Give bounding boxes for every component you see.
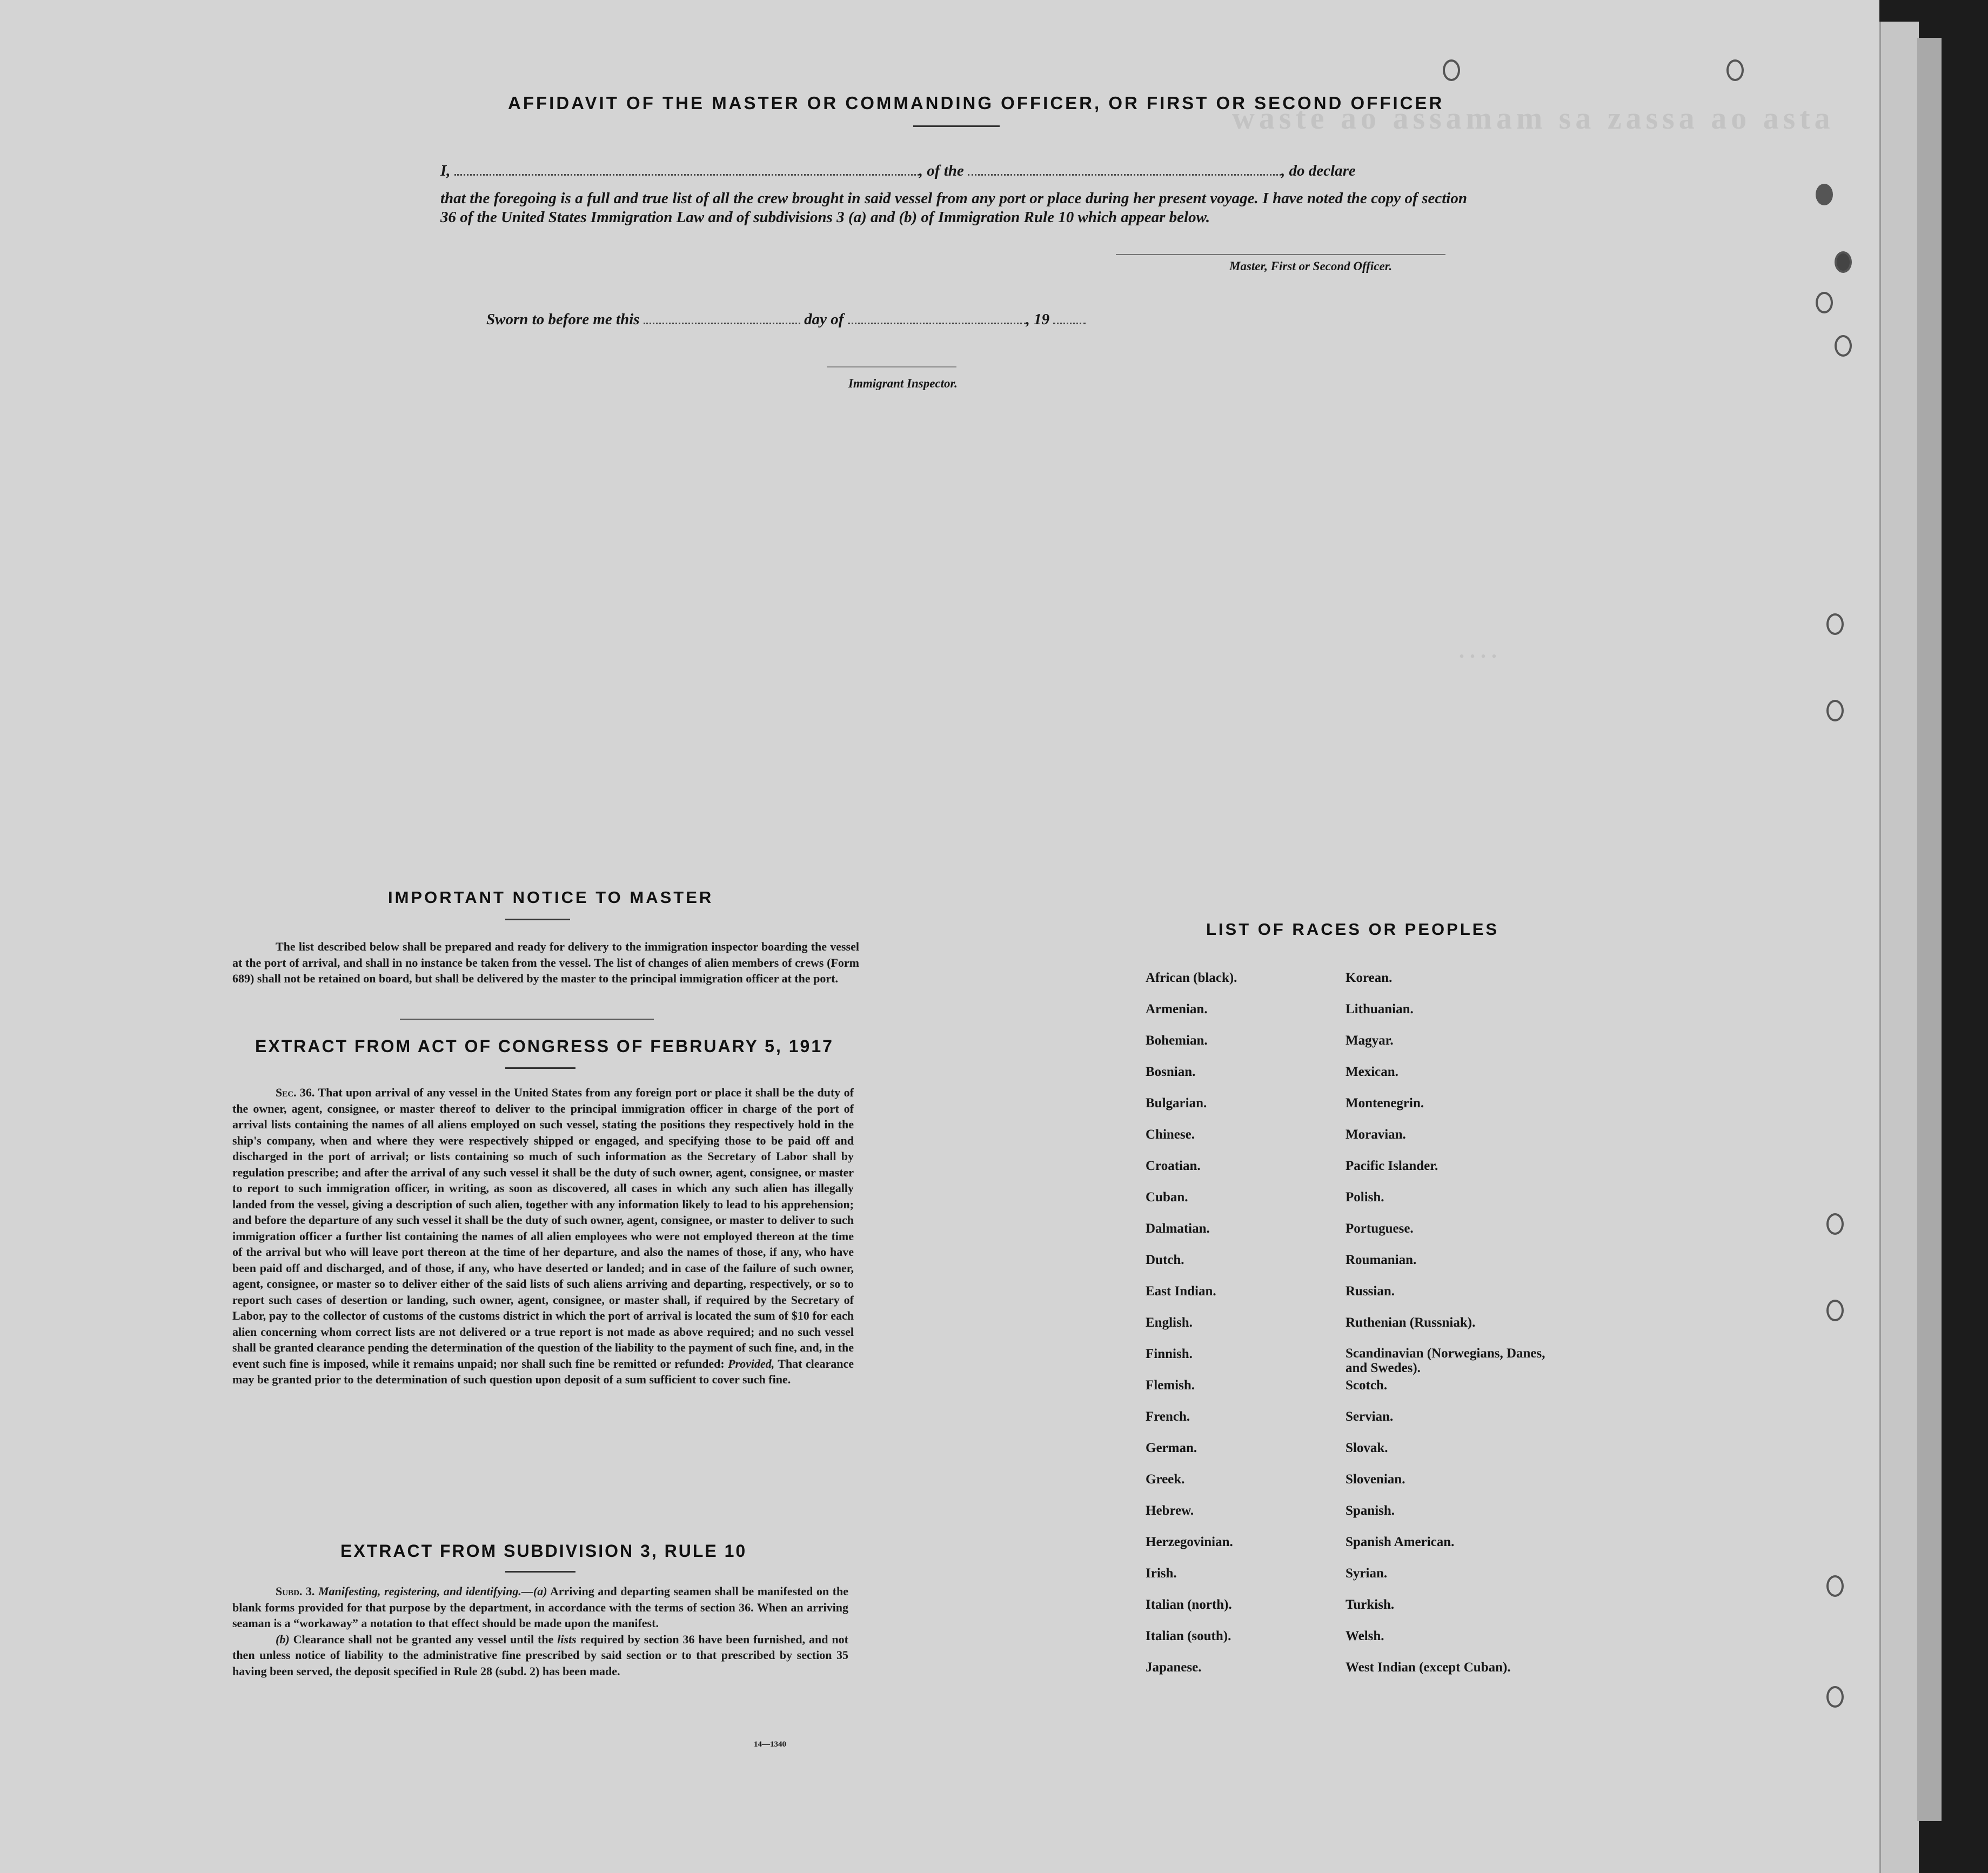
bleed-through-text: waste ao assamam sa zassa ao asta	[1232, 101, 1835, 136]
race-item: Hebrew.	[1146, 1503, 1194, 1518]
race-item: Turkish.	[1346, 1597, 1395, 1612]
punch-hole-icon	[1443, 59, 1460, 81]
name-blank-field[interactable]	[454, 174, 919, 176]
declare-prefix: I,	[440, 162, 451, 179]
year-prefix: , 19	[1026, 311, 1050, 328]
affidavit-body: that the foregoing is a full and true list of all the crew brought in said vessel from any port or place during her present voyage. I have noted the copy of section 36 of the United States Immigration Law and of subdivisions 3 (a) and (b) of Immigration Rule 10 which appear below.	[440, 190, 1467, 226]
race-item: Dalmatian.	[1146, 1221, 1210, 1236]
subd-heading: Manifesting, registering, and identifying.	[318, 1584, 521, 1598]
provided-word: Provided,	[728, 1356, 775, 1370]
rule-paragraph-b	[232, 1631, 848, 1680]
punch-hole-icon	[1826, 700, 1844, 721]
race-item: Servian.	[1346, 1409, 1394, 1424]
race-item: Magyar.	[1346, 1033, 1394, 1048]
race-item: Pacific Islander.	[1346, 1159, 1438, 1173]
punch-hole-icon	[1816, 184, 1833, 205]
act-section-36	[232, 1085, 854, 1388]
act-paragraph	[232, 1085, 854, 1388]
race-item: Spanish.	[1346, 1503, 1395, 1518]
race-item: Spanish American.	[1346, 1535, 1455, 1549]
declare-of: , of the	[919, 162, 964, 179]
race-item: Lithuanian.	[1346, 1002, 1414, 1016]
race-item: Armenian.	[1146, 1002, 1208, 1016]
race-item: Dutch.	[1146, 1253, 1184, 1267]
race-item: Roumanian.	[1346, 1253, 1417, 1267]
punch-hole-icon	[1826, 1575, 1844, 1597]
race-item: Mexican.	[1346, 1065, 1398, 1079]
notice-title: IMPORTANT NOTICE TO MASTER	[388, 888, 714, 907]
race-item: Syrian.	[1346, 1566, 1388, 1581]
sworn-month-field[interactable]	[848, 323, 1026, 324]
act-extract-title: EXTRACT FROM ACT OF CONGRESS OF FEBRUARY 5, 1917	[255, 1036, 834, 1056]
declare-suffix: , do declare	[1281, 162, 1356, 179]
declaration-line	[440, 162, 1467, 180]
signature-label: Master, First or Second Officer.	[1229, 259, 1393, 273]
race-item: Flemish.	[1146, 1378, 1195, 1393]
vessel-blank-field[interactable]	[968, 174, 1281, 176]
race-item: Greek.	[1146, 1472, 1185, 1487]
race-item: Portuguese.	[1346, 1221, 1414, 1236]
title-divider	[913, 125, 1000, 127]
day-of-text: day of	[804, 311, 844, 328]
rule-divider	[505, 1571, 575, 1573]
clause-a-label: —(a)	[521, 1584, 547, 1598]
notice-divider	[505, 919, 570, 920]
clause-b-label: (b)	[276, 1632, 290, 1646]
act-body-2: That clearance may be granted prior to the determination of such question upon deposit of a sum sufficient to cover such fine.	[232, 1356, 854, 1386]
clause-a-body: Arriving and departing seamen shall be manifested on the blank forms provided for that purpose by the department, in accordance with the terms of section 36. When an arriving seaman is a “workaway” a notation to that effect should be made upon the manifest.	[232, 1584, 848, 1630]
race-item: Italian (south).	[1146, 1629, 1231, 1643]
punch-hole-icon	[1816, 292, 1833, 313]
race-item: Bulgarian.	[1146, 1096, 1207, 1111]
punch-hole-icon	[1835, 251, 1852, 273]
race-item: Finnish.	[1146, 1347, 1193, 1361]
race-item: East Indian.	[1146, 1284, 1216, 1299]
race-item: African (black).	[1146, 971, 1237, 985]
race-item: Japanese.	[1146, 1660, 1202, 1675]
punch-hole-icon	[1826, 613, 1844, 635]
race-item: Bosnian.	[1146, 1065, 1196, 1079]
race-item: Korean.	[1346, 971, 1393, 985]
race-item: Chinese.	[1146, 1127, 1195, 1142]
punch-hole-icon	[1826, 1213, 1844, 1235]
clause-b-post: required by section 36 have been furnished, and not then unless notice of liability to the administrative fine prescribed by said section or to that prescribed by section 35 having been served, the deposit specified in Rule 28 (subd. 2) has been made.	[232, 1632, 848, 1678]
sworn-text: Sworn to before me this	[486, 311, 640, 328]
notice-paragraph: The list described below shall be prepared and ready for delivery to the immigration inspector boarding the vessel at the port of arrival, and shall in no instance be taken from the vessel. The list of changes of alien members of crews (Form 689) shall not be retained on board, but shall be delivered by the master to the principal immigration officer at the port.	[232, 940, 859, 985]
inspector-label: Immigrant Inspector.	[848, 377, 958, 390]
race-item: Bohemian.	[1146, 1033, 1208, 1048]
races-title: LIST OF RACES OR PEOPLES	[1206, 920, 1500, 939]
signature-line[interactable]	[1116, 254, 1445, 255]
race-item: Herzegovinian.	[1146, 1535, 1233, 1549]
form-number: 14—1340	[754, 1740, 786, 1749]
clause-b-lists: lists	[557, 1632, 577, 1646]
subd-label: Subd. 3.	[276, 1584, 315, 1598]
sec-label: Sec. 36.	[276, 1086, 315, 1099]
act-body-1: That upon arrival of any vessel in the United States from any foreign port or place it shall be the duty of the owner, agent, consignee, or master thereof to deliver to the principal immigration officer in charge of the port of arrival lists containing the names of all aliens employed on such vessel, stating the positions they respectively hold in the ship's company, when and where they were respectively shipped or engaged, and specifying those to be paid off and discharged in the port of arrival; or lists containing so much of such information as the Secretary of Labor shall by regulation prescribe; and after the arrival of any such vessel it shall be the duty of such owner, agent, consignee, or master to report to such immigration officer, in writing, as soon as discovered, all cases in which any such alien has illegally landed from the vessel, giving a description of such alien, together with any information likely to lead to his apprehension; and before the departure of any such vessel it shall be the duty of such owner, agent, consignee, or master to deliver to such immigration officer a further list containing the names of all alien employees who were not employed thereon at the time of the arrival but who will leave port thereon at the time of her departure, and also the names of those, if any, who have been paid off and discharged, and of those, if any, who have deserted or landed; and in case of the failure of such owner, agent, consignee, or master so to deliver either of the said lists of such aliens arriving and departing, respectively, or so to report such cases of desertion or landing, such owner, agent, consignee, or master shall, if required by the Secretary of Labor, pay to the collector of customs of the customs district in which the port of arrival is located the sum of $10 for each alien concerning whom correct lists are not delivered or a true report is not made as above required; and no such vessel shall be granted clearance pending the determination of the question of the liability to the payment of such fine, and, in the event such fine is imposed, while it remains unpaid; nor shall such fine be remitted or refunded:	[232, 1086, 854, 1370]
sworn-year-field[interactable]	[1053, 323, 1086, 324]
race-item: Welsh.	[1346, 1629, 1384, 1643]
race-item: Irish.	[1146, 1566, 1177, 1581]
act-divider	[505, 1067, 575, 1069]
races-right-column	[1346, 970, 1551, 1691]
race-item: French.	[1146, 1409, 1190, 1424]
race-item: Polish.	[1346, 1190, 1384, 1205]
sworn-day-field[interactable]	[644, 323, 800, 324]
punch-hole-icon	[1835, 335, 1852, 357]
race-item: Italian (north).	[1146, 1597, 1232, 1612]
races-left-column	[1146, 970, 1237, 1691]
inspector-signature-line[interactable]	[827, 366, 956, 367]
race-item: Slovak.	[1346, 1441, 1388, 1455]
race-item: Ruthenian (Russniak).	[1346, 1315, 1476, 1330]
punch-hole-icon	[1826, 1686, 1844, 1708]
punch-hole-icon	[1826, 1300, 1844, 1321]
rule-extract-title: EXTRACT FROM SUBDIVISION 3, RULE 10	[340, 1541, 747, 1561]
rule-subdivision-3	[232, 1583, 848, 1679]
race-item: Slovenian.	[1346, 1472, 1405, 1487]
bleed-through-text: . . . .	[1459, 638, 1497, 663]
affidavit-title: AFFIDAVIT OF THE MASTER OR COMMANDING OFFICER, OR FIRST OR SECOND OFFICER	[508, 93, 1444, 113]
race-item: West Indian (except Cuban).	[1346, 1660, 1511, 1675]
notice-body	[232, 939, 859, 987]
page-edge-shadow	[1917, 38, 1942, 1821]
race-item: Croatian.	[1146, 1159, 1201, 1173]
race-item: Moravian.	[1346, 1127, 1406, 1142]
page-edge	[1879, 22, 1919, 1873]
race-item: Scandinavian (Norwegians, Danes, and Swedes).	[1346, 1346, 1545, 1375]
clause-b-pre: Clearance shall not be granted any vessel until the	[293, 1632, 554, 1646]
rule-paragraph-a	[232, 1583, 848, 1631]
race-item: Scotch.	[1346, 1378, 1388, 1393]
sworn-line	[486, 311, 1086, 329]
section-divider	[400, 1019, 654, 1020]
race-item: Montenegrin.	[1346, 1096, 1424, 1111]
race-item: English.	[1146, 1315, 1193, 1330]
race-item: Cuban.	[1146, 1190, 1188, 1205]
punch-hole-icon	[1726, 59, 1744, 81]
race-item: Russian.	[1346, 1284, 1395, 1299]
race-item: German.	[1146, 1441, 1197, 1455]
